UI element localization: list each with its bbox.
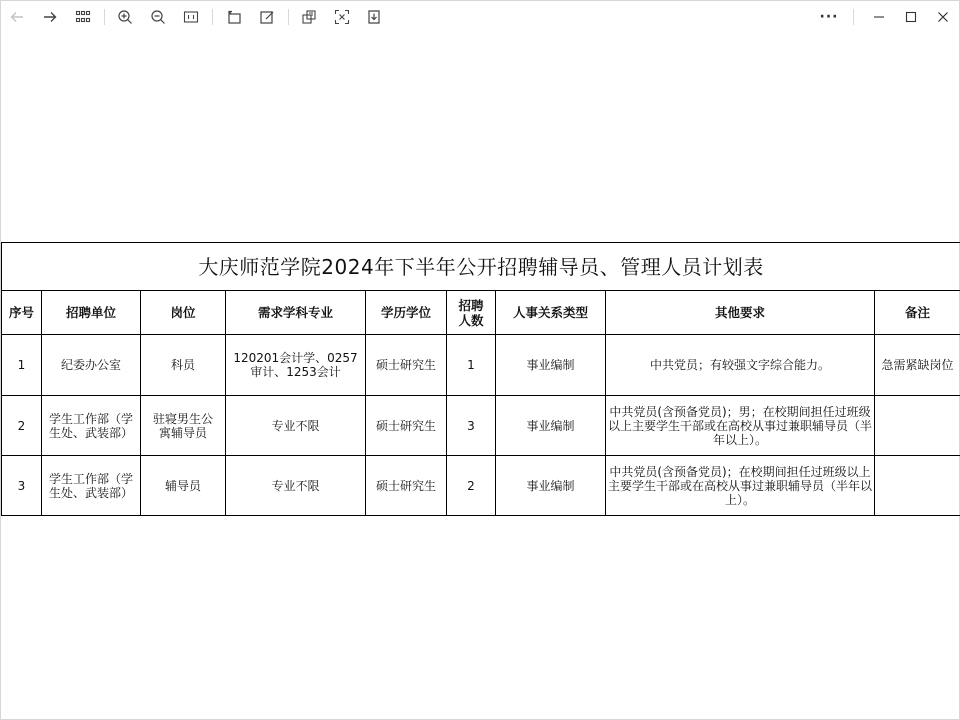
cell-post: 驻寝男生公寓辅导员 [141,396,226,456]
cell-degree: 硕士研究生 [366,396,447,456]
table-title: 大庆师范学院2024年下半年公开招聘辅导员、管理人员计划表 [2,243,960,291]
cell-other: 中共党员(含预备党员)；男；在校期间担任过班级以上主要学生干部或在高校从事过兼职辅导员（半年以上）。 [606,396,875,456]
cell-degree: 硕士研究生 [366,335,447,396]
cell-type: 事业编制 [496,456,606,516]
minimize-icon[interactable] [868,6,890,28]
table-row [2,335,960,396]
cell-no: 1 [2,335,42,396]
header-note: 备注 [875,291,960,335]
header-post: 岗位 [141,291,226,335]
header-major: 需求学科专业 [226,291,366,335]
cell-major: 120201会计学、0257审计、1253会计 [226,335,366,396]
annotate-icon[interactable] [256,6,278,28]
forward-arrow-icon[interactable] [39,6,61,28]
copy-icon[interactable] [298,6,320,28]
header-count: 招聘人数 [447,291,496,335]
header-type: 人事关系类型 [496,291,606,335]
cell-no: 2 [2,396,42,456]
cell-type: 事业编制 [496,335,606,396]
back-arrow-icon[interactable] [6,6,28,28]
cell-count: 2 [447,456,496,516]
actual-size-icon[interactable] [180,6,202,28]
header-no: 序号 [2,291,42,335]
cell-note [875,396,960,456]
document-page [1,33,959,719]
table-header-row [2,291,960,335]
cell-major: 专业不限 [226,396,366,456]
cell-note [875,456,960,516]
header-other: 其他要求 [606,291,875,335]
crop-select-icon[interactable] [331,6,353,28]
header-degree: 学历学位 [366,291,447,335]
cell-type: 事业编制 [496,396,606,456]
cell-other: 中共党员(含预备党员)；在校期间担任过班级以上主要学生干部或在高校从事过兼职辅导员（半年以上）。 [606,456,875,516]
cell-count: 3 [447,396,496,456]
zoom-in-icon[interactable] [114,6,136,28]
cell-unit: 纪委办公室 [42,335,141,396]
header-unit: 招聘单位 [42,291,141,335]
maximize-icon[interactable] [900,6,922,28]
cell-unit: 学生工作部（学生处、武装部） [42,456,141,516]
cell-unit: 学生工作部（学生处、武装部） [42,396,141,456]
more-icon[interactable]: ··· [819,9,839,25]
cell-post: 科员 [141,335,226,396]
cell-no: 3 [2,456,42,516]
close-icon[interactable] [932,6,954,28]
table-row [2,456,960,516]
cell-note: 急需紧缺岗位 [875,335,960,396]
cell-major: 专业不限 [226,456,366,516]
cell-post: 辅导员 [141,456,226,516]
rotate-icon[interactable] [223,6,245,28]
table-row [2,396,960,456]
recruitment-plan-table [1,242,960,516]
toolbar [1,1,959,33]
cell-count: 1 [447,335,496,396]
grid-view-icon[interactable] [72,6,94,28]
cell-degree: 硕士研究生 [366,456,447,516]
cell-other: 中共党员；有较强文字综合能力。 [606,335,875,396]
zoom-out-icon[interactable] [147,6,169,28]
download-icon[interactable] [363,6,385,28]
